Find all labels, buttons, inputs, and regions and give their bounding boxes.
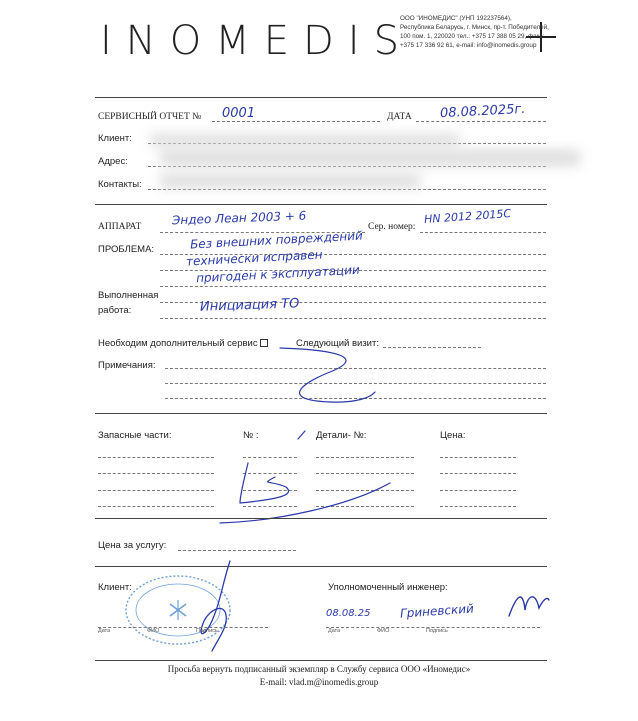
parts-line <box>98 473 214 474</box>
engineer-signature-label: Уполномоченный инженер: <box>328 582 448 593</box>
company-info-line: Республика Беларусь, г. Минск, пр-т. Победителей, <box>400 24 549 31</box>
company-info-line: +375 17 336 92 61, e-mail: info@inomedis.group <box>400 42 537 49</box>
parts-price-label: Цена: <box>440 430 466 441</box>
client-signature-label: Клиент: <box>98 582 132 593</box>
extra-service-label: Необходим дополнительный сервис <box>98 338 258 349</box>
parts-label: Запасные части: <box>98 430 172 441</box>
engineer-name-value: Гриневский <box>399 601 475 621</box>
next-visit-line <box>383 347 481 348</box>
work-line-2 <box>160 318 546 319</box>
problem-label: ПРОБЛЕМА: <box>98 244 155 255</box>
footer-email: E-mail: vlad.m@inomedis.group <box>259 677 379 687</box>
parts-detail-label: Детали- №: <box>316 430 367 441</box>
date-value: 08.08.2025г. <box>439 101 526 122</box>
problem-line-3 <box>160 286 546 287</box>
redacted-client <box>150 134 460 146</box>
section-divider <box>95 204 547 205</box>
parts-line <box>440 506 516 507</box>
service-price-line <box>178 550 296 551</box>
client-signature <box>190 555 250 655</box>
parts-line <box>440 457 516 458</box>
work-label: Выполненная <box>98 290 159 301</box>
report-number-label: СЕРВИСНЫЙ ОТЧЕТ № <box>98 112 202 122</box>
parts-line <box>98 506 214 507</box>
engineer-date-value: 08.08.25 <box>326 608 371 619</box>
notes-label: Примечания: <box>98 360 156 371</box>
parts-line <box>98 457 214 458</box>
extra-service-checkbox[interactable] <box>260 339 268 347</box>
date-label: ДАТА <box>387 112 412 122</box>
client-sign-line <box>98 627 268 628</box>
notes-strike-scribble <box>270 340 380 412</box>
problem-value-2: технически исправен <box>185 247 323 269</box>
client-fio-caption: ФИО <box>147 628 160 634</box>
parts-line <box>98 490 214 491</box>
client-sign-caption: Подпись <box>196 628 218 634</box>
engineer-sign-caption: Подпись <box>426 628 448 634</box>
contacts-label: Контакты: <box>98 179 142 190</box>
company-info <box>400 14 600 50</box>
problem-value-3: пригоден к эксплуатации <box>195 262 361 286</box>
address-line <box>148 166 546 167</box>
address-label: Адрес: <box>98 156 128 167</box>
parts-number-label: № : <box>243 430 259 441</box>
serial-line <box>420 232 546 233</box>
work-value: Инициация ТО <box>199 296 300 315</box>
serial-label: Сер. номер: <box>368 222 416 232</box>
parts-line <box>440 473 516 474</box>
date-line <box>416 121 546 122</box>
engineer-fio-caption: ФИО <box>377 628 390 634</box>
footer-return-note: Просьба вернуть подписанный экземпляр в Службу сервиса ООО «Иномедис» <box>167 664 471 674</box>
next-visit-label: Следующий визит: <box>296 338 379 349</box>
work-label: работа: <box>98 305 132 316</box>
device-value: Эндео Леан 2003 + 6 <box>171 208 307 228</box>
footer-divider <box>95 660 547 661</box>
engineer-date-caption: Дата <box>328 628 341 634</box>
client-label: Клиент: <box>98 133 132 144</box>
section-divider <box>95 566 547 567</box>
problem-value-1: Без внешних повреждений <box>189 228 364 252</box>
engineer-signature <box>505 586 553 624</box>
parts-line <box>440 490 516 491</box>
device-label: АППАРАТ <box>98 222 142 232</box>
contacts-line <box>148 189 546 190</box>
company-info-line: ООО "ИНОМЕДИС" (УНП 192237564), <box>400 15 512 22</box>
section-divider <box>95 413 547 414</box>
report-number-line <box>212 121 380 122</box>
section-divider <box>95 518 547 519</box>
serial-value: HN 2012 2015С <box>423 206 512 227</box>
company-logo: INOMEDIS <box>100 18 413 64</box>
header-divider <box>95 97 547 98</box>
service-price-label: Цена за услугу: <box>98 540 167 551</box>
redacted-address <box>160 150 580 166</box>
client-date-caption: Дата <box>98 628 111 634</box>
report-number-value: 0001 <box>222 106 256 121</box>
redacted-contacts <box>160 174 420 188</box>
company-info-line: 100 пом. 1, 220020 тел.: +375 17 388 05 29, факс: <box>400 33 545 40</box>
